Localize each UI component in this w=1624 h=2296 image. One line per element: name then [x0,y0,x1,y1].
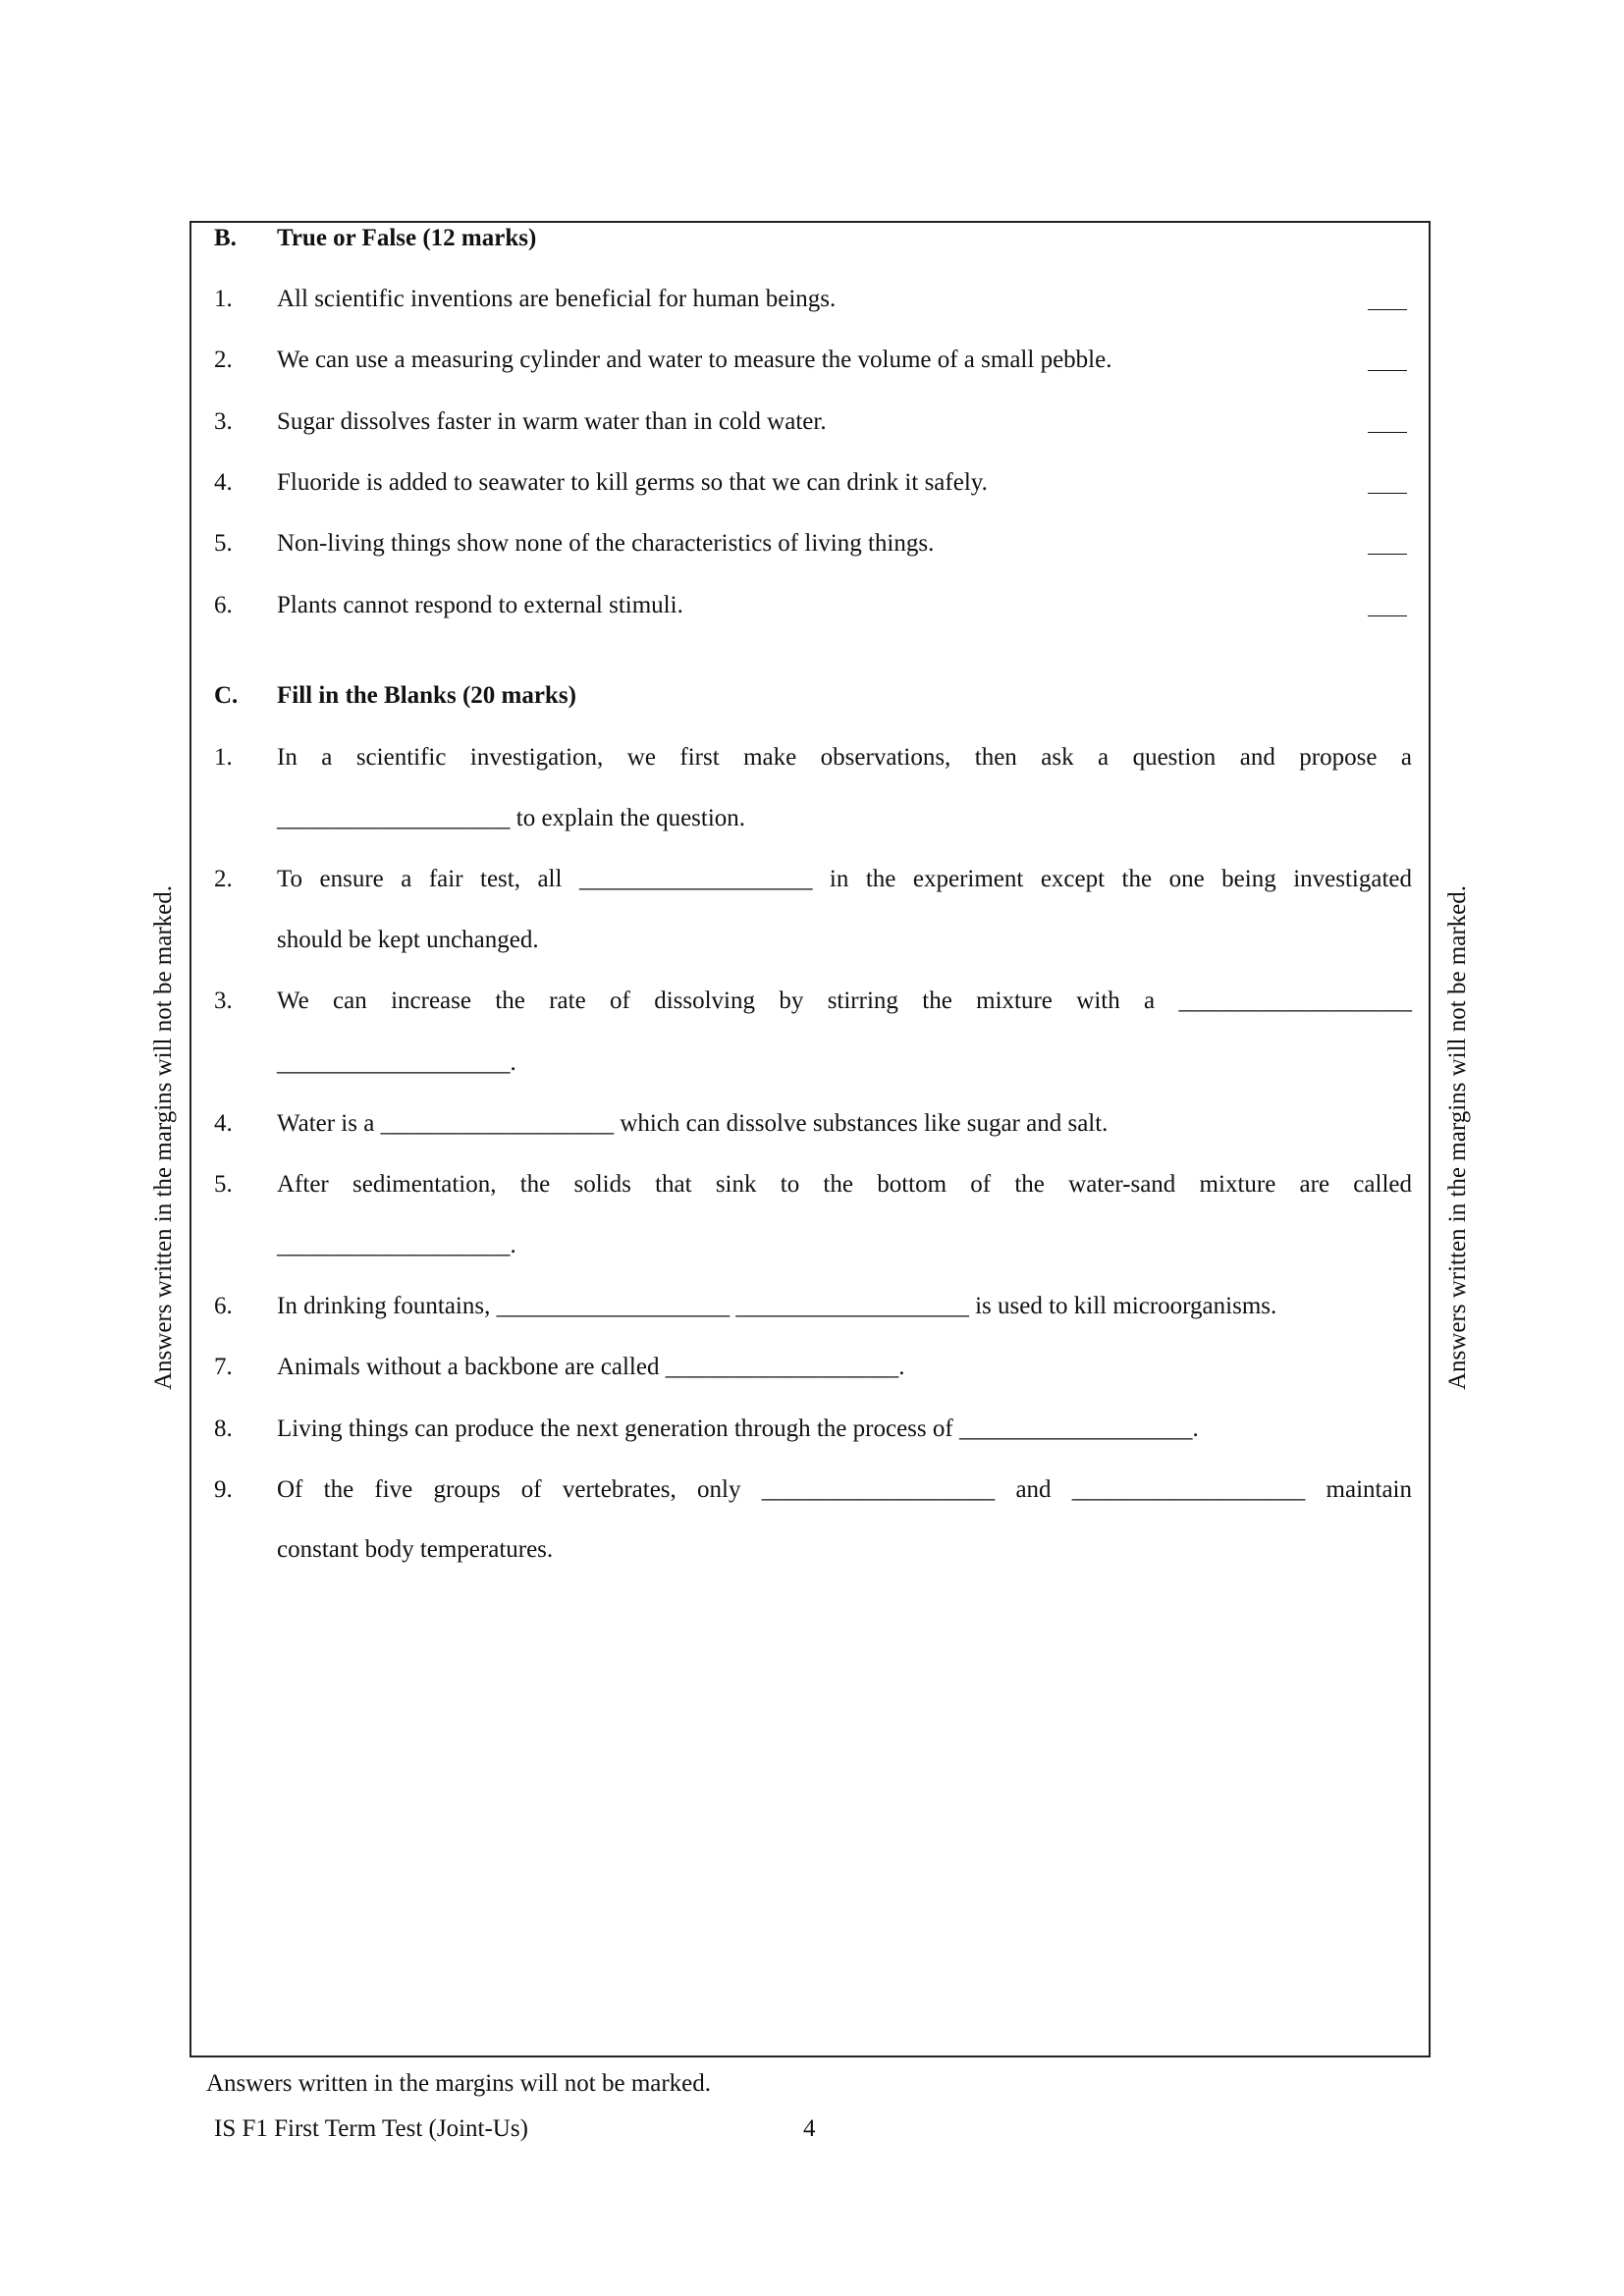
item-text: In a scientific investigation, we first make observations, then ask a question and propose a [277,744,1412,771]
item-text: Sugar dissolves faster in warm water than in cold water. [277,408,827,435]
tf-item [0,283,1624,316]
item-number: 1. [214,286,233,312]
item-number: 4. [214,469,233,496]
footer-margin-note: Answers written in the margins will not be marked. [206,2070,712,2097]
fill-item-continued [0,1533,1624,1567]
answer-blank[interactable] [1368,432,1407,433]
fill-item [0,1107,1624,1141]
answer-blank[interactable] [1368,370,1407,371]
tf-item [0,589,1624,622]
item-text: We can increase the rate of dissolving by stirring the mixture with a ___________________ [277,988,1412,1014]
section-title: Fill in the Blanks (20 marks) [277,682,576,709]
tf-item [0,405,1624,439]
item-text: constant body temperatures. [277,1536,554,1563]
item-text: In drinking fountains, ___________________ ___________________ is used to kill microorganisms. [277,1293,1277,1319]
fill-item [0,1168,1624,1201]
fill-item [0,985,1624,1018]
item-number: 5. [214,1171,233,1198]
item-number: 2. [214,866,233,892]
section-c-heading [0,679,1624,713]
item-text: After sedimentation, the solids that sink to the bottom of the water-sand mixture are called [277,1171,1412,1198]
item-number: 7. [214,1354,233,1380]
item-number: 5. [214,530,233,557]
item-text: ___________________. [277,1049,516,1076]
footer-test-name: IS F1 First Term Test (Joint-Us) [214,2115,528,2142]
item-number: 3. [214,988,233,1014]
section-b-heading [0,222,1624,255]
item-number: 2. [214,347,233,373]
item-text: ___________________. [277,1232,516,1258]
answer-blank[interactable] [1368,493,1407,494]
item-number: 6. [214,592,233,618]
item-text: Fluoride is added to seawater to kill germs so that we can drink it safely. [277,469,988,496]
tf-item [0,466,1624,500]
section-letter: B. [214,225,237,251]
item-text: Plants cannot respond to external stimuli. [277,592,683,618]
item-text: Non-living things show none of the characteristics of living things. [277,530,935,557]
fill-item-continued [0,1229,1624,1262]
fill-item-continued [0,802,1624,835]
item-number: 1. [214,744,233,771]
fill-item [0,1413,1624,1446]
item-number: 3. [214,408,233,435]
item-number: 8. [214,1415,233,1442]
tf-item [0,344,1624,377]
tf-item [0,527,1624,561]
item-text: All scientific inventions are beneficial for human beings. [277,286,837,312]
item-text: We can use a measuring cylinder and water to measure the volume of a small pebble. [277,347,1112,373]
section-letter: C. [214,682,239,709]
fill-item [0,741,1624,774]
fill-item [0,1473,1624,1507]
page-number: 4 [803,2115,816,2142]
item-text: ___________________ to explain the question. [277,805,746,831]
left-margin-note: Answers written in the margins will not be marked. [150,884,177,1391]
answer-blank[interactable] [1368,309,1407,310]
fill-item [0,1290,1624,1323]
item-text: Living things can produce the next generation through the process of ___________________. [277,1415,1199,1442]
item-text: should be kept unchanged. [277,927,539,953]
item-number: 4. [214,1110,233,1137]
item-number: 9. [214,1476,233,1503]
item-number: 6. [214,1293,233,1319]
section-title: True or False (12 marks) [277,225,537,251]
fill-item [0,1351,1624,1384]
fill-item-continued [0,924,1624,957]
item-text: Of the five groups of vertebrates, only ___________________ and ___________________ maintain [277,1476,1412,1503]
item-text: Water is a ___________________ which can dissolve substances like sugar and salt. [277,1110,1109,1137]
answer-blank[interactable] [1368,615,1407,616]
item-text: Animals without a backbone are called ___________________. [277,1354,905,1380]
fill-item [0,863,1624,896]
answer-blank[interactable] [1368,554,1407,555]
right-margin-note: Answers written in the margins will not be marked. [1444,884,1471,1391]
item-text: To ensure a fair test, all ___________________ in the experiment except the one being investigated [277,866,1412,892]
fill-item-continued [0,1046,1624,1080]
